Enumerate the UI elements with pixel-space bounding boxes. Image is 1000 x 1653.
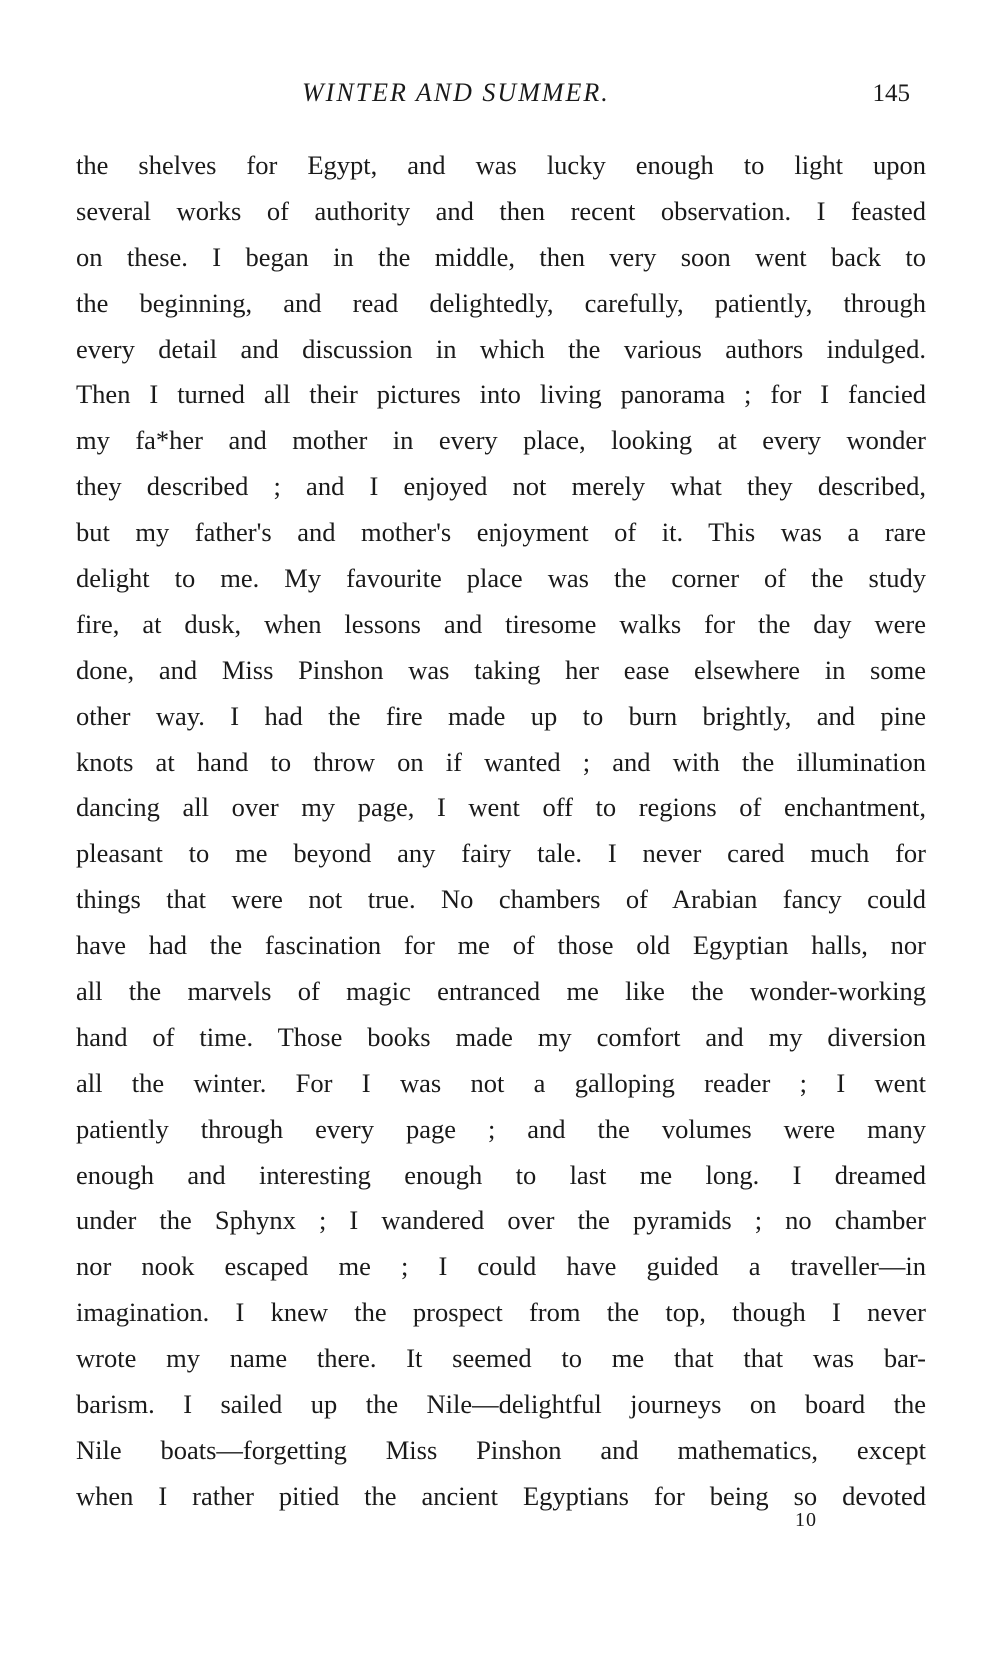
text-line: barism. I sailed up the Nile—delightful journeys on board the bbox=[76, 1389, 926, 1420]
text-line: have had the fascination for me of those old Egyptian halls, nor bbox=[76, 930, 926, 961]
text-line: dancing all over my page, I went off to regions of enchantment, bbox=[76, 792, 926, 823]
text-line: knots at hand to throw on if wanted ; and with the illumination bbox=[76, 746, 926, 777]
text-line: done, and Miss Pinshon was taking her ease elsewhere in some bbox=[76, 654, 926, 685]
text-line: fire, at dusk, when lessons and tiresome walks for the day were bbox=[76, 608, 926, 639]
text-line: several works of authority and then recent observation. I feasted bbox=[76, 195, 926, 226]
body-text bbox=[76, 143, 926, 1520]
text-line: every detail and discussion in which the various authors indulged. bbox=[76, 333, 926, 364]
text-line: Nile boats—forgetting Miss Pinshon and mathematics, except bbox=[76, 1434, 926, 1465]
text-line: things that were not true. No chambers of Arabian fancy could bbox=[76, 884, 926, 915]
text-line: when I rather pitied the ancient Egyptians for being so devoted bbox=[76, 1480, 926, 1511]
text-line: the beginning, and read delightedly, carefully, patiently, through bbox=[76, 287, 926, 318]
text-line: the shelves for Egypt, and was lucky enough to light upon bbox=[76, 150, 926, 180]
text-line: hand of time. Those books made my comfort and my diversion bbox=[76, 1021, 926, 1052]
text-line: pleasant to me beyond any fairy tale. I never cared much for bbox=[76, 838, 926, 869]
text-line: other way. I had the fire made up to burn brightly, and pine bbox=[76, 700, 926, 731]
text-line: wrote my name there. It seemed to me that that was bar- bbox=[76, 1343, 926, 1374]
text-line: nor nook escaped me ; I could have guided a traveller—in bbox=[76, 1251, 926, 1282]
text-line: imagination. I knew the prospect from the top, though I never bbox=[76, 1297, 926, 1328]
text-line: all the marvels of magic entranced me like the wonder-working bbox=[76, 976, 926, 1007]
text-line: on these. I began in the middle, then very soon went back to bbox=[76, 241, 926, 272]
text-line: they described ; and I enjoyed not merely what they described, bbox=[76, 471, 926, 502]
text-line: patiently through every page ; and the volumes were many bbox=[76, 1113, 926, 1144]
text-line: under the Sphynx ; I wandered over the pyramids ; no chamber bbox=[76, 1205, 926, 1236]
running-title: WINTER AND SUMMER. bbox=[302, 78, 610, 107]
text-line: my fa*her and mother in every place, looking at every wonder bbox=[76, 425, 926, 456]
text-line: Then I turned all their pictures into living panorama ; for I fancied bbox=[76, 379, 926, 410]
text-line: delight to me. My favourite place was the corner of the study bbox=[76, 563, 926, 594]
text-line: enough and interesting enough to last me long. I dreamed bbox=[76, 1159, 926, 1190]
text-line: but my father's and mother's enjoyment of it. This was a rare bbox=[76, 517, 926, 548]
text-line: all the winter. For I was not a galloping reader ; I went bbox=[76, 1067, 926, 1098]
page-number: 145 bbox=[872, 80, 910, 107]
signature-mark: 10 bbox=[795, 1509, 817, 1531]
running-head bbox=[76, 78, 926, 110]
